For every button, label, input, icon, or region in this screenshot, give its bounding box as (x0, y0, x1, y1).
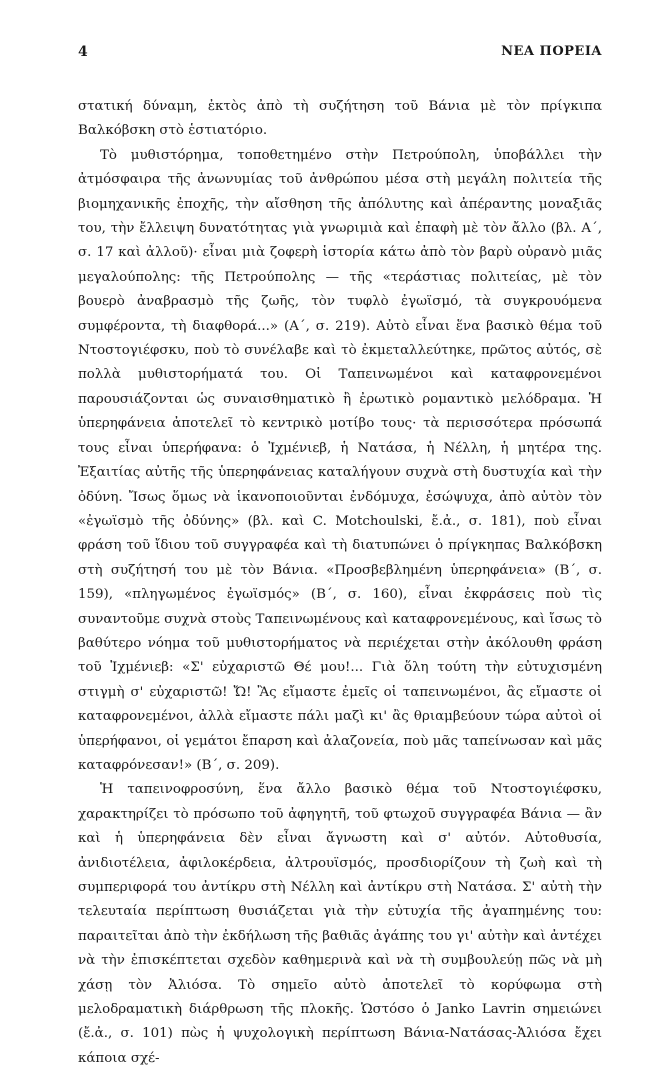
paragraph-continuation: στατική δύναμη, ἐκτὸς ἀπὸ τὴ συζήτηση τοῦ Βάνια μὲ τὸν πρίγκιπα Βαλκόβσκη στὸ ἑστιατόριο. (78, 99, 602, 139)
body-text (78, 95, 602, 1071)
page-header (78, 44, 602, 64)
paragraph: Τὸ μυθιστόρημα, τοποθετημένο στὴν Πετρούπολη, ὑποβάλλει τὴν ἀτμόσφαιρα τῆς ἀνωνυμίας τοῦ ἀνθρώπου μέσα στὴ μεγάλη πολιτεία τῆς βιομηχανικῆς ἐποχῆς, τὴν αἴσθηση τῆς ἀπόλυτης καὶ ἀπέραντης μοναξιᾶς του, τὴν ἔλλειψη δυνατότητας γιὰ γνωριμιὰ καὶ ἐπαφὴ μὲ τὸν ἄλλο (βλ. Α΄, σ. 17 καὶ ἀλλοῦ)· εἶναι μιὰ ζοφερὴ ἱστορία κάτω ἀπὸ τὸν βαρὺ οὐρανὸ μιᾶς μεγαλούπολης: τῆς Πετρούπολης — τῆς «τεράστιας πολιτείας, μὲ τὸν βουερὸ ἀναβρασμὸ τῆς ζωῆς, τὸν τυφλὸ ἐγωϊσμό, τὰ συγκρουόμενα συμφέροντα, τὴ διαφθορά...» (Α΄, σ. 219). Αὐτὸ εἶναι ἕνα βασικὸ θέμα τοῦ Ντοστογιέφσκυ, ποὺ τὸ συνέλαβε καὶ τὸ ἐκμεταλλεύτηκε, πρῶτος αὐτός, σὲ πολλὰ μυθιστορήματά του. Οἱ Ταπεινωμένοι καὶ καταφρονεμένοι παρουσιάζονται ὡς συναισθηματικὸ ἢ ἐρωτικὸ ρομαντικὸ μελόδραμα. Ἡ ὑπερηφάνεια ἀποτελεῖ τὸ κεντρικὸ μοτίβο τους· τὰ περισσότερα πρόσωπά τους εἶναι ὑπερήφανα: ὁ Ἰχμένιεβ, ἡ Νατάσα, ἡ Νέλλη, ἡ μητέρα της. Ἐξαιτίας αὐτῆς τῆς ὑπερηφάνειας καταλήγουν συχνὰ στὴ δυστυχία καὶ τὴν ὀδύνη. Ἴσως ὅμως νὰ ἱκανοποιοῦνται ἐνδόμυχα, ἐσώψυχα, ἀπὸ αὐτὸν τὸν «ἐγωϊσμὸ τῆς ὀδύνης» (βλ. καὶ C. Motchoulski, ἔ.ἀ., σ. 181), ποὺ εἶναι φράση τοῦ ἴδιου τοῦ συγγραφέα καὶ τὴ διατυπώνει ὁ πρίγκηπας Βαλκόβσκη στὴ συζήτησή του μὲ τὸν Βάνια. «Προσβεβλημένη ὑπερηφάνεια» (Β΄, σ. 159), «πληγωμένος ἐγωϊσμός» (Β΄, σ. 160), εἶναι ἐκφράσεις ποὺ τὶς συναντοῦμε συχνὰ στοὺς Ταπεινωμένους καὶ καταφρονεμένους, καὶ ἴσως τὸ βαθύτερο νόημα τοῦ μυθιστορήματος νὰ περιέχεται στὴν ἀκόλουθη φράση τοῦ Ἰχμένιεβ: «Σ' εὐχαριστῶ Θέ μου!... Γιὰ ὅλη τούτη τὴν εὐτυχισμένη στιγμὴ σ' εὐχαριστῶ! Ὤ! Ἂς εἴμαστε ἐμεῖς οἱ ταπεινωμένοι, ἂς εἴμαστε οἱ καταφρονεμένοι, ἀλλὰ εἴμαστε πάλι μαζὶ κι' ἂς θριαμβεύουν τώρα αὐτοὶ οἱ ὑπερήφανοι, οἱ γεμάτοι ἔπαρση καὶ ἀλαζονεία, ποὺ μᾶς ταπείνωσαν καὶ μᾶς καταφρόνεσαν!» (Β΄, σ. 209). (78, 147, 602, 773)
page-number: 4 (78, 44, 88, 60)
running-head: ΝΕΑ ΠΟΡΕΙΑ (501, 44, 602, 59)
paragraph: Ἡ ταπεινοφροσύνη, ἕνα ἄλλο βασικὸ θέμα τοῦ Ντοστογιέφσκυ, χαρακτηρίζει τὸ πρόσωπο τοῦ ἀφηγητῆ, τοῦ φτωχοῦ συγγραφέα Βάνια — ἂν καὶ ἡ ὑπερηφάνεια δὲν εἶναι ἄγνωστη καὶ σ' αὐτόν. Αὐτοθυσία, ἀνιδιοτέλεια, ἀφιλοκέρδεια, ἀλτρουϊσμός, προσδιορίζουν τὴ ζωὴ καὶ τὴ συμπεριφορά του ἀντίκρυ στὴ Νέλλη καὶ ἀντίκρυ στὴ Νατάσα. Σ' αὐτὴ τὴν τελευταία περίπτωση θυσιάζεται γιὰ τὴν εὐτυχία τῆς ἀγαπημένης του: παραιτεῖται ἀπὸ τὴν ἐκδήλωση τῆς βαθιᾶς ἀγάπης του γι' αὐτὴν καὶ ἀντέχει νὰ τὴν ἐπισκέπτεται σχεδὸν καθημερινὰ καὶ νὰ τὴ συμβουλεύῃ πῶς νὰ μὴ χάσῃ τὸν Ἀλιόσα. Τὸ σημεῖο αὐτὸ ἀποτελεῖ τὸ κορύφωμα στὴ μελοδραματικὴ διάρθρωση τῆς πλοκῆς. Ὡστόσο ὁ Janko Lavrin σημειώνει (ἔ.ἀ., σ. 101) πὼς ἡ ψυχολογικὴ περίπτωση Βάνια-Νατάσας-Ἀλιόσα ἔχει κάποια σχέ- (78, 782, 602, 1066)
